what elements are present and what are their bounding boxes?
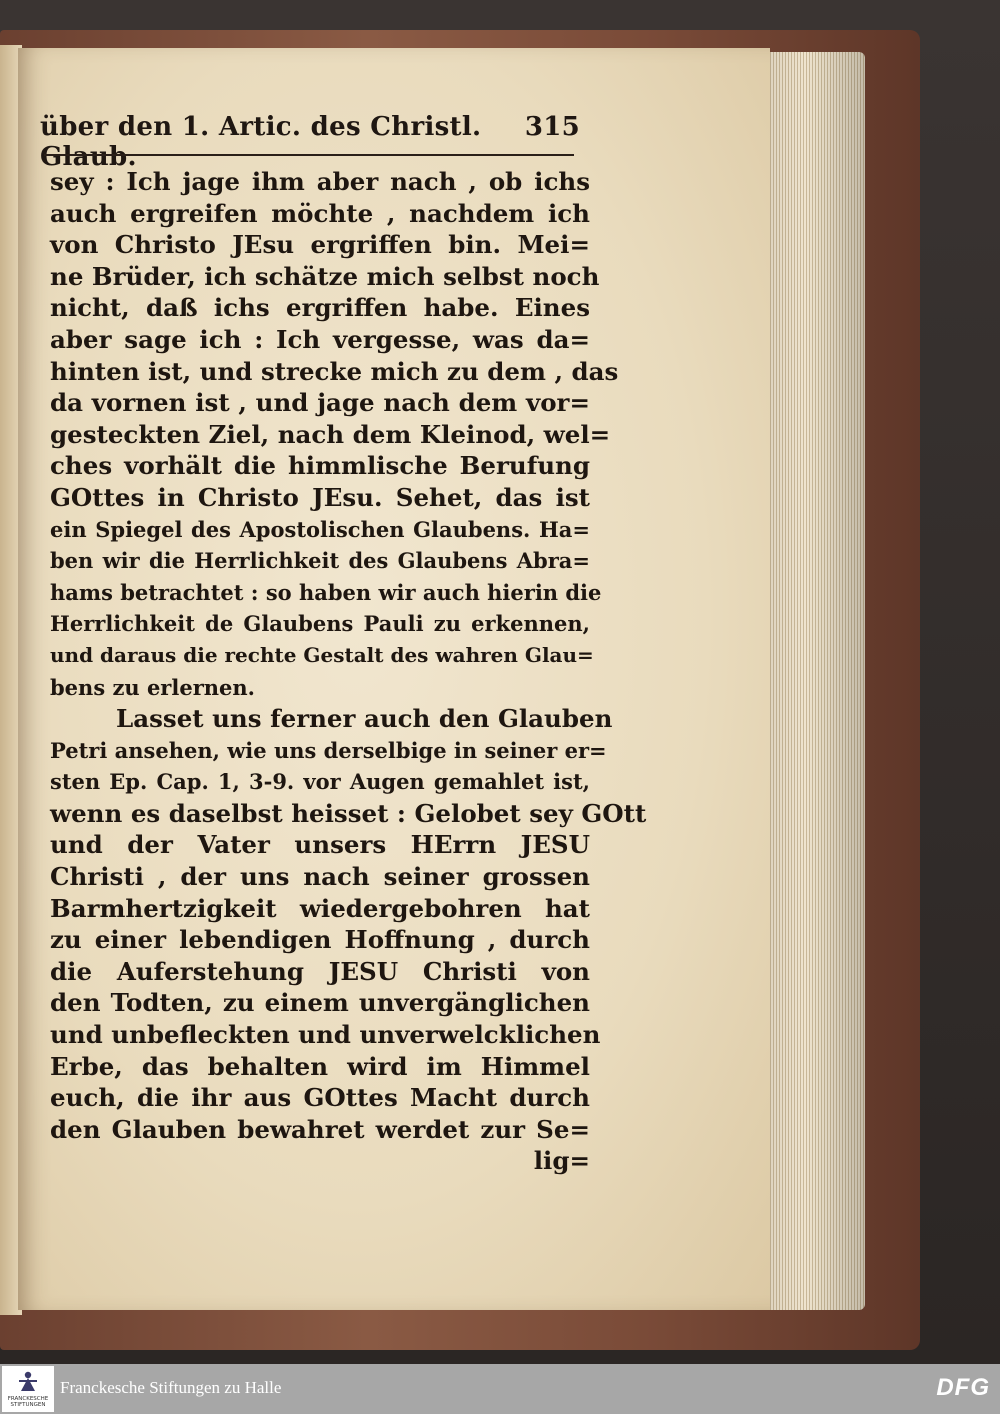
text-line: den Todten, zu einem unvergänglichen	[50, 988, 590, 1018]
text-line: zu einer lebendigen Hoffnung , durch	[50, 925, 590, 955]
institution-name: Franckesche Stiftungen zu Halle	[60, 1378, 282, 1397]
text-line: ben wir die Herrlichkeit des Glaubens Abra=	[50, 548, 590, 574]
paragraph-start-line: Lasset uns ferner auch den Glauben	[116, 704, 613, 734]
page-number: 315	[524, 112, 580, 142]
text-line: ches vorhält die himmlische Berufung	[50, 451, 590, 481]
logo-text: FRANCKESCHE STIFTUNGEN	[7, 1396, 49, 1408]
text-line: aber sage ich : Ich vergesse, was da=	[50, 324, 590, 354]
text-line: gesteckten Ziel, nach dem Kleinod, wel=	[50, 419, 611, 449]
page-body-text	[50, 166, 647, 1177]
text-line: ein Spiegel des Apostolischen Glaubens. Ha=	[50, 516, 590, 542]
text-line: nicht, daß ichs ergriffen habe. Eines	[50, 293, 590, 323]
text-line: euch, die ihr aus GOttes Macht durch	[50, 1083, 590, 1113]
text-line: Christi , der uns nach seiner grossen	[50, 862, 590, 892]
text-line: Herrlichkeit de Glaubens Pauli zu erkennen,	[50, 611, 590, 637]
text-line: sey : Ich jage ihm aber nach , ob ichs	[50, 167, 590, 196]
text-line: hams betrachtet : so haben wir auch hierin die	[50, 579, 602, 605]
catchword: lig=	[533, 1146, 590, 1176]
text-line: da vornen ist , und jage nach dem vor=	[50, 388, 590, 418]
header-rule	[44, 154, 574, 156]
text-line: und unbefleckten und unverwelcklichen	[50, 1020, 601, 1050]
page-block-shade	[765, 52, 865, 1310]
text-line: sten Ep. Cap. 1, 3-9. vor Augen gemahlet ist,	[50, 769, 590, 795]
text-line: den Glauben bewahret werdet zur Se=	[50, 1114, 590, 1144]
text-line: die Auferstehung JESU Christi von	[50, 956, 590, 986]
text-line: und der Vater unsers HErrn JESU	[50, 830, 590, 860]
text-line: ne Brüder, ich schätze mich selbst noch	[50, 261, 600, 291]
text-line: hinten ist, und strecke mich zu dem , das	[50, 356, 619, 386]
running-header-title: über den 1. Artic. des Christl. Glaub.	[40, 112, 482, 172]
francke-emblem-icon	[16, 1369, 40, 1393]
text-line: GOttes in Christo JEsu. Sehet, das ist	[50, 482, 590, 512]
text-line: bens zu erlernen.	[50, 674, 255, 700]
running-header	[40, 112, 580, 172]
text-line: und daraus die rechte Gestalt des wahren Glau=	[50, 642, 594, 667]
text-line: Erbe, das behalten wird im Himmel	[50, 1051, 590, 1081]
text-line: Petri ansehen, wie uns derselbige in seiner er=	[50, 737, 607, 763]
text-line: auch ergreifen möchte , nachdem ich	[50, 198, 590, 228]
text-line: Barmhertzigkeit wiedergebohren hat	[50, 893, 590, 923]
institution-logo[interactable]	[2, 1366, 54, 1412]
dfg-logo[interactable]: DFG	[936, 1374, 990, 1401]
text-line: von Christo JEsu ergriffen bin. Mei=	[50, 230, 590, 260]
text-line: wenn es daselbst heisset : Gelobet sey GOtt	[50, 798, 647, 828]
